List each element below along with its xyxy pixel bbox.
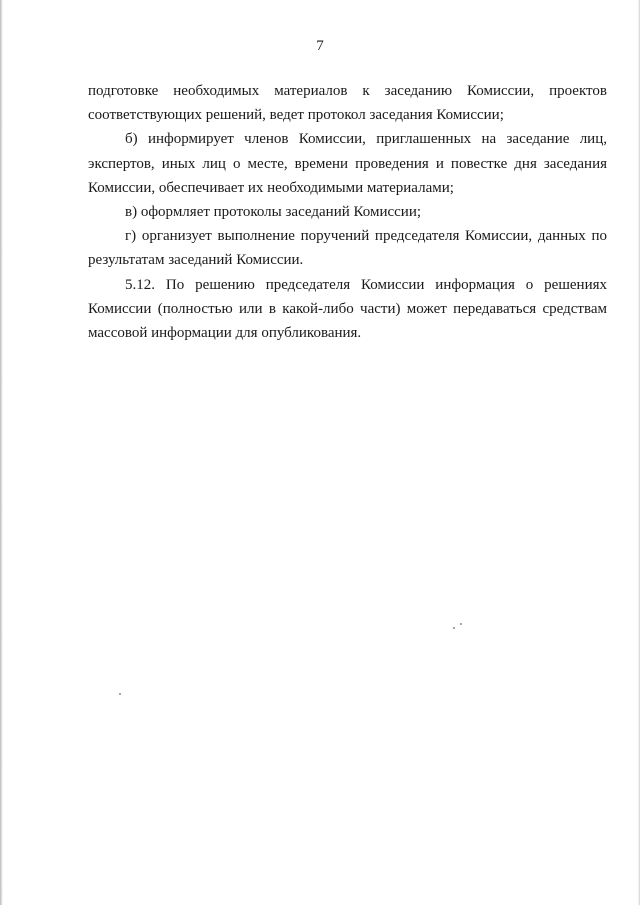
paragraph-item-g: г) организует выполнение поручений председателя Комиссии, данных по результатам заседаний Комиссии.: [88, 228, 607, 269]
scan-edge-left: [0, 0, 3, 905]
page-number: 7: [316, 38, 324, 54]
document-body: [88, 79, 607, 345]
paragraph-item-v: в) оформляет протоколы заседаний Комиссии;: [125, 204, 422, 221]
paragraph-5-12: 5.12. По решению председателя Комиссии информация о решениях Комиссии (полностью или в какой-либо части) может передаваться средствам массовой информации для опубликования.: [88, 276, 607, 342]
paragraph-item-b: б) информирует членов Комиссии, приглашенных на заседание лиц, экспертов, иных лиц о месте, времени проведения и повестке дня заседания Комиссии, обеспечивает их необходимыми материалами;: [88, 131, 607, 196]
scan-speck: [460, 623, 462, 625]
paragraph-continuation: подготовке необходимых материалов к заседанию Комиссии, проектов соответствующих решений, ведет протокол заседания Комиссии;: [88, 83, 607, 124]
scan-speck: [453, 627, 455, 629]
scan-speck: [119, 693, 121, 695]
